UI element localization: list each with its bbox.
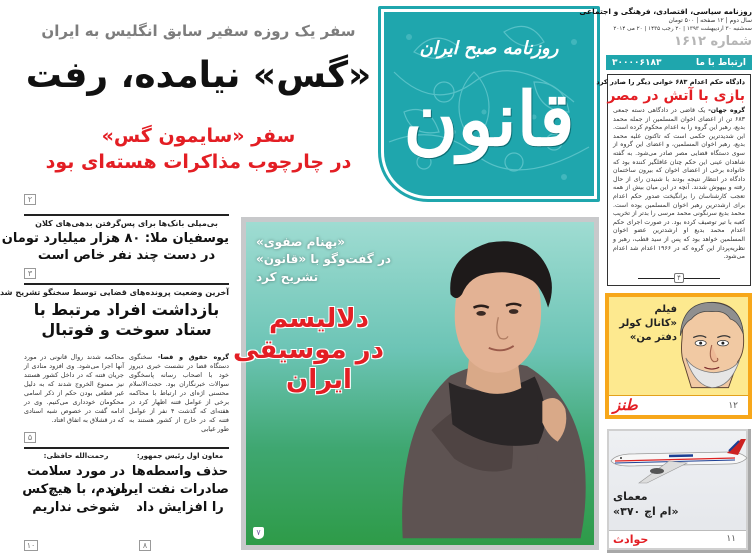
headline-line: در موسیقی [233,334,384,365]
body-text: یک قاضی در دادگاهی دسته جمعی ۶۸۳ تن از اعضای اخوان المسلمین از جمله محمد بدیع، رهبر این گروه را به اعدام محکوم کرده است. این شدیدترین حکمی است که تاکنون علیه محمد بدیع، رهبر اخوان المسلمین، و اعضای این گروه از سوی دستگاه قضایی مصر صادر می‌شود. به گفته شاهدان عینی این حکم چنان غافلگیر کننده بود که خانواده برخی از اعضای اخوان که بیرون ساختمان دادگاه در انتظار نتیجه بودند با شنیدن رای از حال رفته و بیهوش شدند. آنچه در این میان بیش از همه تعجب کارشناسان را برانگیخت صدور حکم اعدام برای ارشدترین رهبر اخوان المسلمین بوده است. محمد بدیع سرنگونی محمد مرسی را بدتر از تخریب کعبه با تیر توصیف کرده بود. در صورت اجرای حکم اعدام محمد بدیع او ارشدترین عضو اخوان المسلمین خواهد بود که پس از سید قطب، رهبر و نظریه‌پرداز این گروه که در ۱۹۶۶ اعدام شد اعدام می‌شود. [613,107,745,261]
story-kicker: بی‌میلی بانک‌ها برای پس‌گرفتن بدهی‌های کلان [35,219,218,228]
headline-line: یوسفیان ملا: ۸۰ هزار میلیارد تومان [1,231,229,246]
story-kicker: آخرین وضعیت پرونده‌های قضایی توسط سخنگو تشریح شد [0,288,229,297]
story-headline [24,300,229,340]
story-headline [109,463,229,517]
egypt-headline: بازی با آتش در مصر [607,88,745,104]
story-kicker: معاون اول رئیس جمهور: [136,452,224,460]
masthead-panel [384,12,594,196]
headline-line: در مورد سلامت [26,464,126,479]
paper-info [579,6,752,50]
lead-story-kicker: سفر یک روزه سفیر سابق انگلیس به ایران [41,22,356,40]
story-page-number[interactable]: ۳ [24,268,36,279]
plane-page-number[interactable]: ۱۱ [726,534,736,544]
plane-panel [609,431,746,548]
headline-line: صادرات نفت ایران [109,482,229,497]
story-yousefian[interactable] [1,219,229,265]
egypt-body [613,107,745,269]
cartoon-page-number[interactable]: ۱۲ [728,401,738,411]
title-line: «کانال کولر [619,318,677,329]
issue-number: شماره ۱۶۱۲ [674,34,752,49]
feature-headline[interactable] [233,304,384,396]
kicker-line: تشریح کرد [256,269,319,284]
divider [24,447,229,449]
paper-edition: سال دوم | ۱۲ صفحه | ۵۰۰ تومان [668,17,752,24]
caricature-icon [671,299,747,391]
plane-story-box[interactable] [607,429,751,553]
contact-bar[interactable] [606,55,752,70]
cartoon-box[interactable] [605,293,752,419]
lead-sub-line-1: سفر «سایمون گس» [101,125,296,147]
title-line: معمای [613,490,648,503]
divider [24,283,229,285]
story-arrest[interactable] [0,288,229,340]
paper-date: سه‌شنبه ۳۰ اردیبهشت ۱۳۹۳ | ۲۰ رجب ۱۴۳۵ | ۲۰ می ۲۰۱۴ [613,26,752,32]
cartoon-panel [609,297,748,415]
headline-line: حذف واسطه‌ها [131,464,229,479]
portrait-icon [374,232,594,545]
feature-photo-frame[interactable] [233,217,599,550]
title-line: فیلم [654,304,677,315]
plane-title [613,489,679,520]
egypt-story-box[interactable] [596,74,751,286]
story-headline [24,463,128,517]
egypt-kicker: دادگاه حکم اعدام ۶۸۳ خوانی دیگر را صادر کرد [596,78,745,86]
headline-line: شوخی نداریم [32,500,120,515]
title-line: «ام اچ ۳۷۰» [613,505,679,519]
headline-line: را افزایش داد [136,500,224,515]
egypt-footer-rule [638,274,720,282]
story-page-number[interactable]: ۱۰ [24,540,38,551]
story-headline [1,231,229,265]
feature-photo [233,222,594,545]
headline-line: در دست چند نفر خاص است [37,247,216,263]
story-arrest-body-right [129,353,229,433]
lead-sub-line-2: در چارچوب مذاکرات هسته‌ای بود [45,150,352,173]
body-lead: گروه حقوق و قضا- [157,353,229,361]
lead-story-page-number[interactable]: ۲ [24,194,36,205]
contact-number[interactable]: ۳۰۰۰۰۶۱۸۳ [612,57,662,68]
headline-line: بازداشت افراد مرتبط با [33,300,220,319]
feature-page-number[interactable]: ۷ [253,527,264,539]
story-arrest-body-left: محاکمه شدند روال قانونی در مورد آنها اجرا می‌شود. وی افزود منادی از جریان فتنه که در داخل کشور هستند نیز ممنوع الخروج شدند که به دلیل غیر قطعی بودن حکم از ذکر اسامی محکومان خودداری می‌کنیم. وی در ادامه گفت در خصوص شبه اسنادی که در قشلاق به اتفاق افتاد. [24,353,124,424]
headline-line: ایران [286,365,352,396]
lead-story-subheadline [21,124,376,175]
newspaper-logo[interactable]: قانون [403,77,575,163]
contact-label: ارتباط با ما [695,57,746,68]
kicker-line: در گفت‌وگو با «قانون» [256,252,392,267]
headline-line: ستاد سوخت و فوتبال [41,320,212,339]
story-page-number[interactable]: ۵ [24,432,36,443]
body-lead: گروه جهان- [708,107,745,114]
story-oil[interactable] [109,452,229,517]
headline-line: مردم، با هیچ‌کس [22,482,128,497]
story-page-number[interactable]: ۸ [139,540,151,551]
kicker-line: «بهنام صفوی» [256,235,346,249]
cartoon-title [613,303,677,345]
divider [24,214,229,216]
body-text: سخنگوی دستگاه قضا در نشست خبری دیروز خود با اصحاب رسانه پاسخگوی سوالات خبرنگاران بود. حجت‌الاسلام محسنی اژه‌ای در ارتباط با محاکمه برخی از عوامل فتنه اظهار کرد در هفته‌ای که گذشت ۴ نفر از عوامل فتنه که در خارج از کشور هستند به طور غیابی [129,353,229,433]
title-line: دفتر من» [629,332,677,343]
headline-line: دلالیسم [269,304,369,334]
masthead[interactable] [378,6,600,202]
airplane-icon [609,439,749,487]
egypt-page-number[interactable]: ۴ [674,273,684,283]
lead-story-headline[interactable]: «گس» نیامده، رفت [25,55,372,96]
plane-section-label[interactable]: حوادث [613,533,649,546]
feature-kicker [256,234,391,286]
masthead-tagline: روزنامه صبح ایران [419,38,559,59]
paper-description: روزنامه سیاسی، اقتصادی، فرهنگی و اجتماعی [579,7,752,16]
story-kicker: رحمت‌الله حافظی: [43,452,109,460]
story-health[interactable] [24,452,128,517]
cartoon-section-label[interactable]: طنز [613,396,638,414]
